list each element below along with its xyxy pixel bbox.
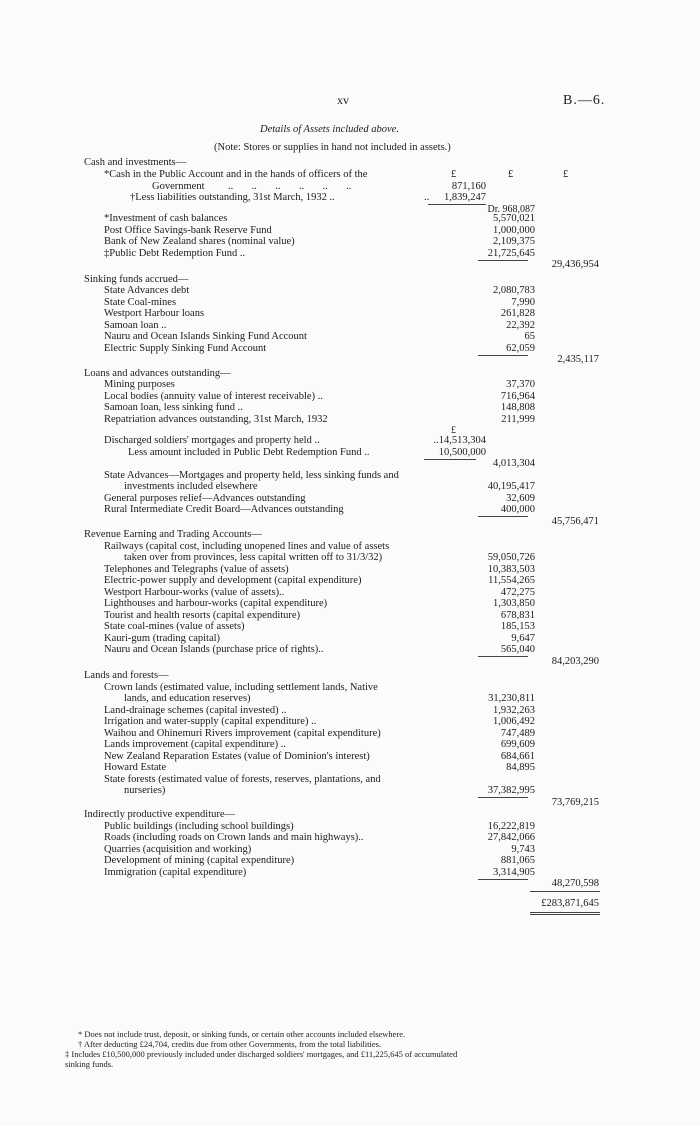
section-note: (Note: Stores or supplies in hand not included in assets.): [214, 142, 451, 153]
table-row: [0, 598, 700, 610]
loans-state-advances-line1: State Advances—Mortgages and property held, less sinking funds and: [104, 469, 399, 481]
section-title: Details of Assets included above.: [260, 124, 399, 135]
table-row: [0, 716, 700, 728]
loans-item-value: 37,370: [506, 379, 535, 390]
table-row: [0, 259, 700, 271]
revenue-heading: Revenue Earning and Trading Accounts—: [84, 529, 262, 540]
revenue-item-label: Nauru and Ocean Islands (purchase price of rights)..: [104, 644, 324, 655]
cash-item-value: 5,570,021: [493, 213, 535, 224]
revenue-item-value: 9,647: [511, 632, 535, 644]
grand-total: £283,871,645: [541, 897, 599, 909]
lands-item-value: 684,661: [500, 750, 535, 762]
table-row: [0, 564, 700, 576]
table-row: [0, 402, 700, 414]
lands-item-label: New Zealand Reparation Estates (value of Dominion's interest): [104, 750, 370, 762]
revenue-item-label: State coal-mines (value of assets): [104, 621, 245, 632]
loans-general-value: 32,609: [506, 492, 535, 504]
indirect-item-value: 16,222,819: [487, 820, 535, 832]
revenue-item-value: 185,153: [500, 621, 535, 632]
table-row: [0, 285, 700, 297]
indirect-item-value: 27,842,066: [487, 832, 535, 843]
revenue-railways-value: 59,050,726: [487, 552, 535, 563]
sinking-heading: Sinking funds accrued—: [84, 273, 189, 285]
table-row: [0, 797, 700, 809]
loans-total: 45,756,471: [551, 515, 599, 527]
loans-rural-value: 400,000: [500, 504, 535, 515]
lands-total: 73,769,215: [551, 796, 599, 808]
sinking-item-label: State Advances debt: [104, 285, 190, 296]
currency-mark-col3: £: [563, 169, 569, 180]
indirect-item-label: Roads (including roads on Crown lands and main highways)..: [104, 832, 364, 843]
table-row: [0, 458, 700, 470]
sinking-item-value: 65: [524, 331, 535, 342]
revenue-item-value: 10,383,503: [487, 563, 535, 575]
table-row: [0, 447, 700, 459]
revenue-item-value: 472,275: [500, 586, 535, 598]
footnote: * Does not include trust, deposit, or sinking funds, or certain other accounts included elsewhere.: [78, 1029, 406, 1039]
loans-item-label: Local bodies (annuity value of interest receivable) ..: [104, 390, 323, 402]
loans-net-value: 4,013,304: [493, 458, 535, 469]
table-row: [0, 504, 700, 516]
footnote: ‡ Includes £10,500,000 previously included under discharged soldiers' mortgages, and £11,225,645 of accumulated: [65, 1049, 458, 1059]
revenue-item-label: Kauri-gum (trading capital): [104, 632, 221, 644]
table-row: [0, 343, 700, 355]
footnote: sinking funds.: [65, 1059, 114, 1069]
currency-mark-col2: £: [508, 169, 514, 180]
lands-item-label: Howard Estate: [104, 762, 167, 773]
indirect-item-label: Development of mining (capital expenditure): [104, 855, 295, 866]
table-row: [0, 785, 700, 797]
indirect-item-value: 881,065: [500, 855, 535, 866]
lands-item-label: Waihou and Ohinemuri Rivers improvement (capital expenditure): [104, 727, 381, 739]
sinking-item-value: 2,080,783: [493, 285, 535, 296]
loans-item-label: Repatriation advances outstanding, 31st March, 1932: [104, 413, 328, 425]
revenue-item-value: 11,554,265: [488, 575, 535, 586]
table-row: [0, 248, 700, 260]
table-row: [0, 320, 700, 332]
loans-heading: Loans and advances outstanding—: [84, 367, 231, 379]
revenue-railways-line2: taken over from provinces, less capital written off to 31/3/32): [124, 552, 383, 563]
table-row: [0, 575, 700, 587]
cash-liabilities-label: †Less liabilities outstanding, 31st March, 1932 ..: [130, 192, 335, 203]
lands-forests-line1: State forests (estimated value of forests, reserves, plantations, and: [104, 773, 381, 785]
table-row: [0, 470, 700, 482]
rule: [530, 891, 600, 892]
loans-item-label: Mining purposes: [104, 379, 175, 390]
cash-total: 29,436,954: [551, 259, 599, 270]
table-row: [0, 274, 700, 286]
table-row: [0, 493, 700, 505]
loans-rural-label: Rural Intermediate Credit Board—Advances outstanding: [104, 504, 344, 515]
cash-item-label: *Investment of cash balances: [104, 213, 228, 224]
lands-crown-value: 31,230,811: [488, 693, 535, 704]
loans-item-value: 716,964: [500, 390, 535, 402]
table-row: [0, 621, 700, 633]
table-row: [0, 878, 700, 890]
sinking-item-value: 22,392: [506, 319, 535, 331]
sinking-item-value: 7,990: [511, 296, 535, 308]
table-row: [0, 821, 700, 833]
cash-item-value: 21,725,645: [487, 247, 535, 259]
lands-item-label: Irrigation and water-supply (capital expenditure) ..: [104, 716, 317, 727]
table-row: [0, 644, 700, 656]
table-row: [0, 809, 700, 821]
table-row: [0, 391, 700, 403]
sinking-item-label: State Coal-mines: [104, 296, 177, 308]
loans-item-label: Samoan loan, less sinking fund ..: [104, 402, 243, 413]
sinking-item-label: Samoan loan ..: [104, 319, 167, 331]
table-row: [0, 705, 700, 717]
currency-mark-col1b: £: [451, 425, 456, 436]
lands-item-value: 1,006,492: [493, 716, 535, 727]
lands-item-value: 699,609: [500, 739, 535, 750]
loans-discharged-label: Discharged soldiers' mortgages and property held ..: [104, 435, 320, 446]
revenue-item-value: 565,040: [500, 644, 535, 655]
table-row: [0, 236, 700, 248]
lands-crown-line1: Crown lands (estimated value, including settlement lands, Native: [104, 681, 378, 693]
indirect-total: 48,270,598: [551, 878, 599, 889]
loans-state-advances-line2: investments included elsewhere: [124, 481, 258, 492]
lands-item-value: 747,489: [500, 727, 535, 739]
indirect-item-value: 9,743: [511, 843, 535, 855]
table-row: [0, 368, 700, 380]
table-row: [0, 541, 700, 553]
lands-forests-line2: nurseries): [124, 785, 166, 796]
indirect-item-label: Quarries (acquisition and working): [104, 843, 252, 855]
sinking-item-label: Westport Harbour loans: [104, 308, 205, 319]
table-row: [0, 728, 700, 740]
revenue-item-label: Electric-power supply and development (capital expenditure): [104, 575, 362, 586]
table-row: [0, 331, 700, 343]
table-row: [0, 587, 700, 599]
sinking-item-value: 261,828: [500, 308, 535, 319]
table-row: [0, 481, 700, 493]
cash-public-account-value: 871,160: [451, 180, 486, 192]
table-row: [0, 682, 700, 694]
cash-liabilities-value: 1,839,247: [444, 192, 486, 203]
cash-dr-value: Dr. 968,087: [487, 203, 535, 215]
cash-item-value: 1,000,000: [493, 224, 535, 236]
indirect-item-value: 3,314,905: [493, 866, 535, 878]
assets-table: Cash and investments— *Cash in the Public Account and in the hands of officers of the £ £ £ Government .. .. .. .. .. .. 871,160 †Less liabilities outstanding, 31st March, 1932 .. .. 1,839,247 Dr. 968,087: [84, 157, 569, 215]
revenue-item-value: 678,831: [500, 609, 535, 621]
loans-less-value: 10,500,000: [438, 446, 486, 458]
table-row: [0, 898, 700, 910]
sinking-item-label: Nauru and Ocean Islands Sinking Fund Account: [104, 331, 307, 342]
table-row: [0, 225, 700, 237]
cash-item-label: Post Office Savings-bank Reserve Fund: [104, 224, 272, 236]
lands-forests-value: 37,382,995: [487, 785, 535, 796]
lands-item-value: 84,895: [506, 762, 535, 773]
lands-item-label: Lands improvement (capital expenditure) ..: [104, 739, 286, 750]
loans-discharged-value: ..14,513,304: [433, 435, 486, 446]
table-row: [0, 414, 700, 426]
page-number: xv: [337, 93, 349, 107]
table-row: [0, 693, 700, 705]
revenue-item-value: 1,303,850: [493, 598, 535, 609]
document-reference: B.—6.: [563, 93, 606, 108]
cash-public-account-line1: *Cash in the Public Account and in the hands of officers of the: [104, 169, 368, 180]
cash-item-value: 2,109,375: [493, 236, 535, 247]
table-row: [0, 832, 700, 844]
loans-state-advances-value: 40,195,417: [487, 481, 535, 492]
loans-item-value: 148,808: [500, 402, 535, 413]
rule: [530, 912, 600, 913]
cash-heading: Cash and investments—: [84, 157, 187, 168]
table-row: [0, 670, 700, 682]
revenue-item-label: Lighthouses and harbour-works (capital expenditure): [104, 598, 328, 609]
indirect-item-label: Immigration (capital expenditure): [104, 866, 247, 878]
revenue-railways-line1: Railways (capital cost, including unopened lines and value of assets: [104, 540, 390, 552]
sinking-item-label: Electric Supply Sinking Fund Account: [104, 342, 267, 354]
table-row: [0, 516, 700, 528]
table-row: [0, 435, 700, 447]
table-row: [0, 379, 700, 391]
table-row: [0, 762, 700, 774]
table-row: [0, 552, 700, 564]
lands-item-value: 1,932,263: [493, 704, 535, 716]
cash-item-label: ‡Public Debt Redemption Fund ..: [104, 247, 246, 259]
table-row: [0, 308, 700, 320]
footnote: † After deducting £24,704, credits due from other Governments, from the total liabilities.: [78, 1039, 382, 1049]
indirect-heading: Indirectly productive expenditure—: [84, 809, 236, 820]
lands-heading: Lands and forests—: [84, 670, 169, 681]
cash-public-account-line2: Government: [152, 180, 205, 192]
indirect-item-label: Public buildings (including school buildings): [104, 820, 294, 832]
rule: [530, 914, 600, 915]
lands-item-label: Land-drainage schemes (capital invested) ..: [104, 704, 287, 716]
revenue-total: 84,203,290: [551, 655, 599, 667]
table-row: [0, 656, 700, 668]
sinking-item-value: 62,059: [506, 342, 535, 354]
table-row: [0, 297, 700, 309]
table-row: [0, 855, 700, 867]
revenue-item-label: Tourist and health resorts (capital expenditure): [104, 609, 301, 621]
footnotes: [65, 1029, 638, 1069]
table-row: [0, 425, 700, 435]
sinking-total: 2,435,117: [557, 354, 599, 365]
table-row: [0, 844, 700, 856]
table-row: [0, 751, 700, 763]
revenue-item-label: Telephones and Telegraphs (value of assets): [104, 563, 289, 575]
table-row: [0, 867, 700, 879]
table-row: [0, 633, 700, 645]
loans-item-value: 211,999: [501, 413, 535, 425]
loans-general-label: General purposes relief—Advances outstanding: [104, 492, 306, 504]
cash-item-label: Bank of New Zealand shares (nominal value): [104, 236, 295, 247]
loans-less-label: Less amount included in Public Debt Redemption Fund ..: [128, 446, 370, 458]
lands-crown-line2: lands, and education reserves): [124, 693, 251, 704]
table-row: [0, 774, 700, 786]
table-row: [0, 354, 700, 366]
currency-mark-col1: £: [451, 169, 457, 180]
assets-rows: [0, 213, 700, 909]
table-row: [0, 213, 700, 225]
table-row: [0, 739, 700, 751]
table-row: [0, 610, 700, 622]
revenue-item-label: Westport Harbour-works (value of assets)..: [104, 586, 285, 598]
table-row: [0, 529, 700, 541]
